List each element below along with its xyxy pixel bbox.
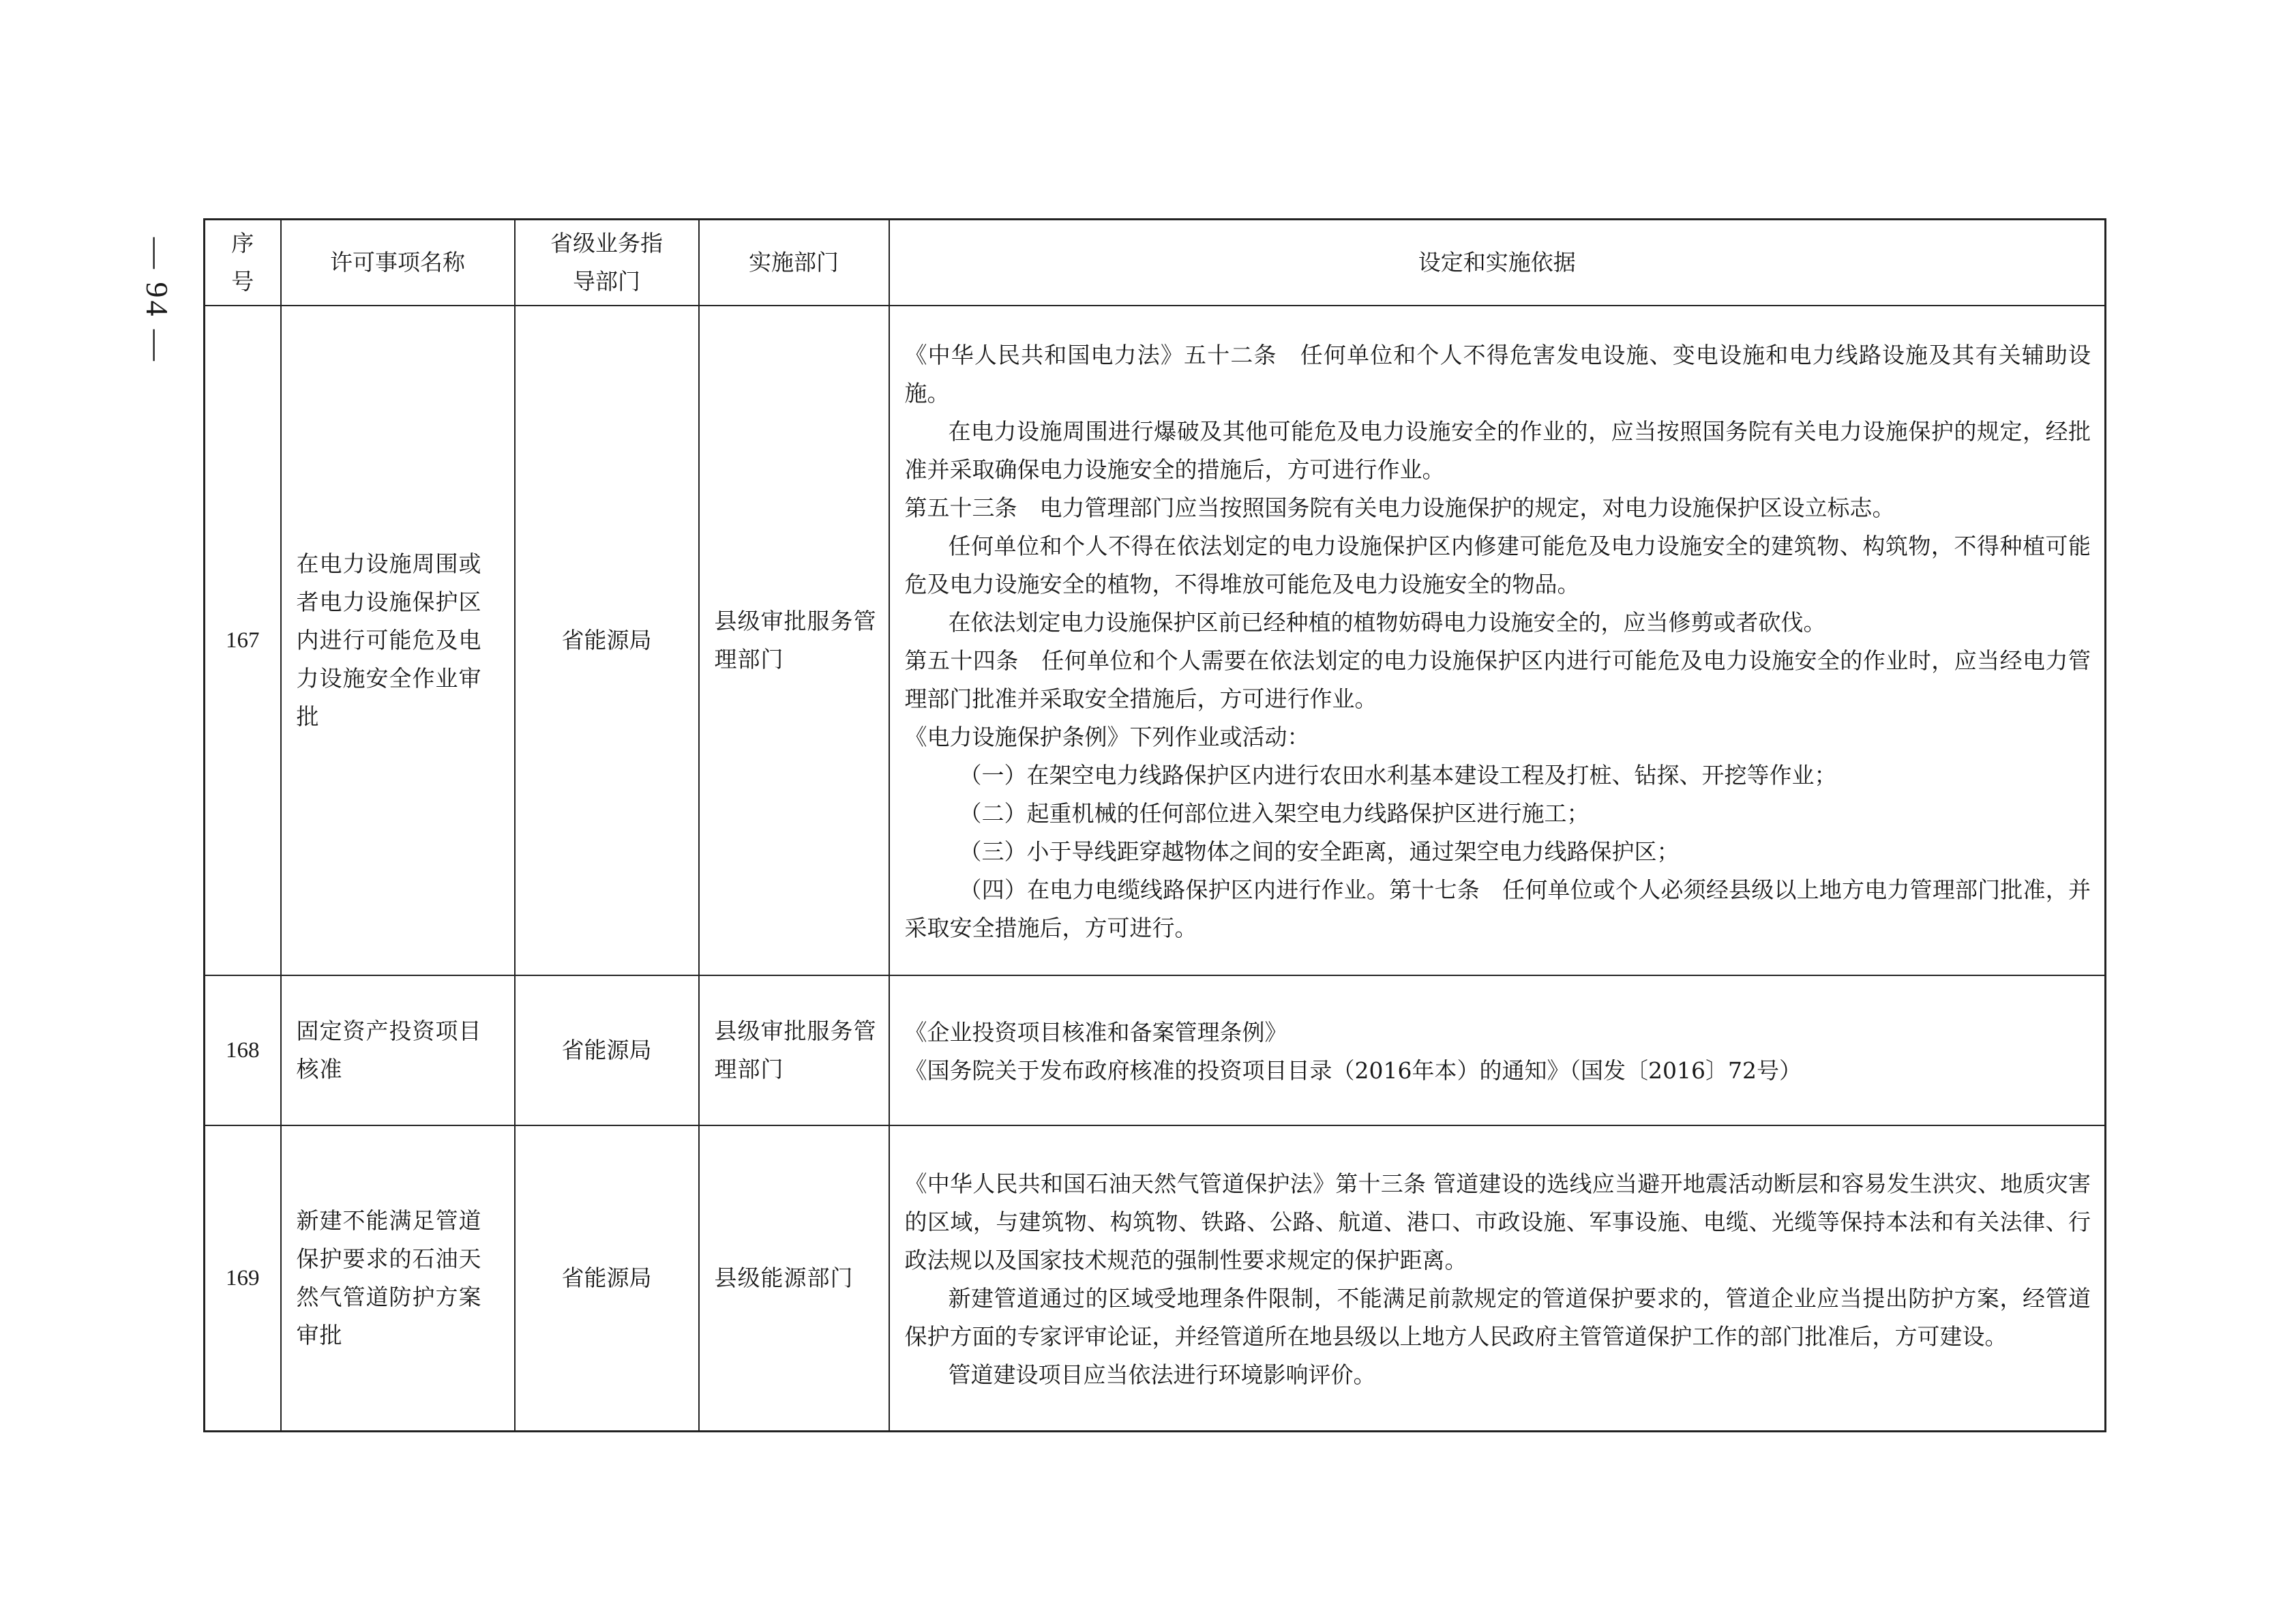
row-guide-dept: 省能源局 xyxy=(515,1125,699,1431)
row-basis xyxy=(889,306,2106,975)
table-row-169 xyxy=(205,1125,2106,1431)
basis-paragraph: 《中华人民共和国石油天然气管道保护法》第十三条 管道建设的选线应当避开地震活动断层和容易发生洪灾、地质灾害的区域，与建筑物、构筑物、铁路、公路、航道、港口、市政设施、军事设施、电缆、光缆等保持本法和有关法律、行政法规以及国家技术规范的强制性要求规定的保护距离。 xyxy=(904,1170,2091,1273)
basis-paragraph: 第五十三条 电力管理部门应当按照国务院有关电力设施保护的规定，对电力设施保护区设立标志。 xyxy=(904,494,1895,521)
basis-paragraph: 《中华人民共和国电力法》五十二条 任何单位和个人不得危害发电设施、变电设施和电力线路设施及其有关辅助设施。 xyxy=(904,342,2091,407)
row-name: 固定资产投资项目核准 xyxy=(281,975,515,1125)
table-row-168 xyxy=(205,975,2106,1125)
page-number-text: — 94 — xyxy=(139,237,175,364)
header-name: 许可事项名称 xyxy=(281,220,515,306)
table-row-167 xyxy=(205,306,2106,975)
basis-paragraph: 在电力设施周围进行爆破及其他可能危及电力设施安全的作业的，应当按照国务院有关电力设施保护的规定，经批准并采取确保电力设施安全的措施后，方可进行作业。 xyxy=(904,418,2091,483)
basis-paragraph: 任何单位和个人不得在依法划定的电力设施保护区内修建可能危及电力设施安全的建筑物、构筑物，不得种植可能危及电力设施安全的植物，不得堆放可能危及电力设施安全的物品。 xyxy=(904,533,2091,597)
row-no: 168 xyxy=(205,975,281,1125)
row-guide-dept: 省能源局 xyxy=(515,306,699,975)
basis-paragraph: 《企业投资项目核准和备案管理条例》 xyxy=(904,1019,1287,1046)
row-impl-dept: 县级能源部门 xyxy=(699,1125,889,1431)
permit-table xyxy=(203,218,2106,1432)
row-no: 169 xyxy=(205,1125,281,1431)
basis-paragraph: （三）小于导线距穿越物体之间的安全距离，通过架空电力线路保护区； xyxy=(959,838,1680,865)
row-basis xyxy=(889,975,2106,1125)
row-name: 在电力设施周围或者电力设施保护区内进行可能危及电力设施安全作业审批 xyxy=(281,306,515,975)
header-basis: 设定和实施依据 xyxy=(889,220,2106,306)
basis-paragraph: 管道建设项目应当依法进行环境影响评价。 xyxy=(948,1361,1376,1388)
page-number xyxy=(130,218,184,382)
basis-paragraph: 新建管道通过的区域受地理条件限制，不能满足前款规定的管道保护要求的，管道企业应当提出防护方案，经管道保护方面的专家评审论证，并经管道所在地县级以上地方人民政府主管管道保护工作的部门批准后，方可建设。 xyxy=(904,1284,2091,1350)
header-impl-dept: 实施部门 xyxy=(699,220,889,306)
basis-paragraph: 《电力设施保护条例》下列作业或活动： xyxy=(904,724,1310,750)
basis-paragraph: 《国务院关于发布政府核准的投资项目目录（2016年本）的通知》（国发〔2016〕72号） xyxy=(904,1057,1802,1084)
basis-paragraph: 第五十四条 任何单位和个人需要在依法划定的电力设施保护区内进行可能危及电力设施安全的作业时，应当经电力管理部门批准并采取安全措施后，方可进行作业。 xyxy=(904,647,2091,712)
basis-paragraph: （二）起重机械的任何部位进入架空电力线路保护区进行施工； xyxy=(959,800,1590,827)
basis-paragraph: （四）在电力电缆线路保护区内进行作业。第十七条 任何单位或个人必须经县级以上地方电力管理部门批准，并采取安全措施后，方可进行。 xyxy=(904,876,2091,941)
basis-paragraph: 在依法划定电力设施保护区前已经种植的植物妨碍电力设施安全的，应当修剪或者砍伐。 xyxy=(948,609,1826,636)
row-impl-dept: 县级审批服务管理部门 xyxy=(699,306,889,975)
table-header-row xyxy=(205,220,2106,306)
row-impl-dept: 县级审批服务管理部门 xyxy=(699,975,889,1125)
header-no: 序号 xyxy=(205,220,281,306)
row-name: 新建不能满足管道保护要求的石油天然气管道防护方案审批 xyxy=(281,1125,515,1431)
basis-paragraph: （一）在架空电力线路保护区内进行农田水利基本建设工程及打桩、钻探、开挖等作业； xyxy=(959,762,1837,788)
header-guide-dept: 省级业务指导部门 xyxy=(515,220,699,306)
row-guide-dept: 省能源局 xyxy=(515,975,699,1125)
row-basis xyxy=(889,1125,2106,1431)
row-no: 167 xyxy=(205,306,281,975)
